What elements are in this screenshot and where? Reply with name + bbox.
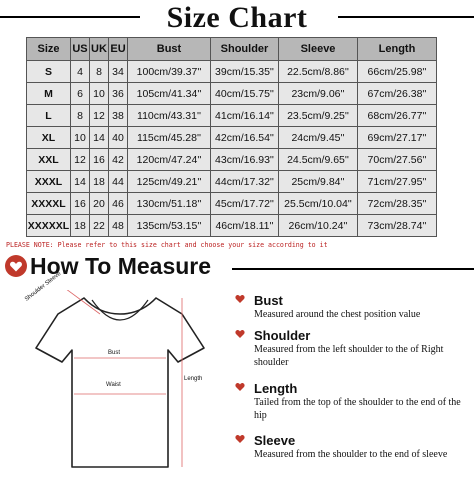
cell-bust: 110cm/43.31'' xyxy=(128,105,211,127)
table-row xyxy=(27,127,437,149)
cell-shoulder: 42cm/16.54'' xyxy=(211,127,279,149)
cell-us: 8 xyxy=(71,105,90,127)
heart-icon xyxy=(235,329,245,339)
cell-bust: 100cm/39.37'' xyxy=(128,61,211,83)
cell-bust: 105cm/41.34'' xyxy=(128,83,211,105)
cell-sleeve: 24.5cm/9.65'' xyxy=(279,149,358,171)
cell-sleeve: 26cm/10.24'' xyxy=(279,215,358,237)
cell-size: M xyxy=(27,83,71,105)
cell-us: 4 xyxy=(71,61,90,83)
cell-uk: 8 xyxy=(90,61,109,83)
measure-desc: Measured from the shoulder to the end of sleeve xyxy=(254,449,448,460)
cell-eu: 34 xyxy=(109,61,128,83)
cell-uk: 16 xyxy=(90,149,109,171)
cell-shoulder: 45cm/17.72'' xyxy=(211,193,279,215)
cell-size: XXXXXL xyxy=(27,215,71,237)
diagram-label-length: Length xyxy=(184,376,203,382)
cell-size: XXXXL xyxy=(27,193,71,215)
diagram-label-waist: Waist xyxy=(106,382,121,388)
cell-uk: 14 xyxy=(90,127,109,149)
table-row xyxy=(27,171,437,193)
cell-us: 12 xyxy=(71,149,90,171)
cell-us: 16 xyxy=(71,193,90,215)
cell-length: 70cm/27.56'' xyxy=(358,149,437,171)
how-to-measure-heading: How To Measure xyxy=(30,253,212,279)
cell-length: 73cm/28.74'' xyxy=(358,215,437,237)
cell-sleeve: 23.5cm/9.25'' xyxy=(279,105,358,127)
measure-title: Bust xyxy=(254,293,283,308)
heart-icon xyxy=(235,294,245,304)
col-header-shoulder: Shoulder xyxy=(211,38,279,61)
cell-shoulder: 39cm/15.35'' xyxy=(211,61,279,83)
diagram-label-shoulder-sleeve: Shoulder Sleeve xyxy=(24,270,63,303)
cell-bust: 120cm/47.24'' xyxy=(128,149,211,171)
cell-eu: 38 xyxy=(109,105,128,127)
tshirt-diagram xyxy=(14,290,234,475)
heart-icon xyxy=(235,382,245,392)
measure-length xyxy=(240,381,470,425)
cell-length: 68cm/26.77'' xyxy=(358,105,437,127)
cell-us: 6 xyxy=(71,83,90,105)
cell-sleeve: 23cm/9.06'' xyxy=(279,83,358,105)
cell-length: 69cm/27.17'' xyxy=(358,127,437,149)
cell-shoulder: 44cm/17.32'' xyxy=(211,171,279,193)
measure-desc: Measured from the left shoulder to the of Right shoulder xyxy=(254,344,444,368)
cell-eu: 48 xyxy=(109,215,128,237)
cell-eu: 40 xyxy=(109,127,128,149)
how-to-rule xyxy=(232,268,474,270)
title-rule-right xyxy=(338,16,474,18)
size-note: PLEASE NOTE: Please refer to this size chart and choose your size according to it xyxy=(6,241,328,249)
table-row xyxy=(27,83,437,105)
col-header-sleeve: Sleeve xyxy=(279,38,358,61)
diagram-label-bust: Bust xyxy=(108,350,121,356)
cell-uk: 18 xyxy=(90,171,109,193)
cell-length: 71cm/27.95'' xyxy=(358,171,437,193)
cell-eu: 46 xyxy=(109,193,128,215)
measure-title: Length xyxy=(254,381,298,396)
table-row xyxy=(27,149,437,171)
cell-us: 10 xyxy=(71,127,90,149)
measure-sleeve xyxy=(240,433,470,477)
cell-bust: 130cm/51.18'' xyxy=(128,193,211,215)
col-header-uk: UK xyxy=(90,38,109,61)
measure-title: Sleeve xyxy=(254,433,296,448)
heart-icon xyxy=(235,434,245,444)
cell-us: 14 xyxy=(71,171,90,193)
cell-eu: 36 xyxy=(109,83,128,105)
cell-shoulder: 46cm/18.11'' xyxy=(211,215,279,237)
cell-bust: 115cm/45.28'' xyxy=(128,127,211,149)
size-table xyxy=(26,37,437,237)
cell-bust: 125cm/49.21'' xyxy=(128,171,211,193)
table-row xyxy=(27,105,437,127)
cell-size: XL xyxy=(27,127,71,149)
cell-uk: 22 xyxy=(90,215,109,237)
measure-title: Shoulder xyxy=(254,328,311,343)
cell-size: XXXL xyxy=(27,171,71,193)
table-row xyxy=(27,193,437,215)
col-header-size: Size xyxy=(27,38,71,61)
cell-sleeve: 25.5cm/10.04'' xyxy=(279,193,358,215)
table-header-row xyxy=(27,38,437,61)
cell-sleeve: 22.5cm/8.86'' xyxy=(279,61,358,83)
table-row xyxy=(27,215,437,237)
cell-us: 18 xyxy=(71,215,90,237)
measure-desc: Measured around the chest position value xyxy=(254,309,421,320)
measure-desc: Tailed from the top of the shoulder to the end of the hip xyxy=(254,397,461,421)
cell-shoulder: 41cm/16.14'' xyxy=(211,105,279,127)
col-header-us: US xyxy=(71,38,90,61)
cell-size: S xyxy=(27,61,71,83)
cell-size: L xyxy=(27,105,71,127)
cell-shoulder: 40cm/15.75'' xyxy=(211,83,279,105)
cell-uk: 12 xyxy=(90,105,109,127)
page-title: Size Chart xyxy=(166,1,308,34)
cell-length: 66cm/25.98'' xyxy=(358,61,437,83)
cell-uk: 10 xyxy=(90,83,109,105)
col-header-eu: EU xyxy=(109,38,128,61)
cell-uk: 20 xyxy=(90,193,109,215)
cell-size: XXL xyxy=(27,149,71,171)
table-row xyxy=(27,61,437,83)
col-header-length: Length xyxy=(358,38,437,61)
cell-shoulder: 43cm/16.93'' xyxy=(211,149,279,171)
cell-sleeve: 25cm/9.84'' xyxy=(279,171,358,193)
cell-length: 72cm/28.35'' xyxy=(358,193,437,215)
cell-eu: 44 xyxy=(109,171,128,193)
cell-eu: 42 xyxy=(109,149,128,171)
cell-bust: 135cm/53.15'' xyxy=(128,215,211,237)
measure-shoulder xyxy=(240,328,470,372)
cell-sleeve: 24cm/9.45'' xyxy=(279,127,358,149)
heart-badge-icon xyxy=(4,254,28,278)
col-header-bust: Bust xyxy=(128,38,211,61)
measure-bust xyxy=(240,293,470,323)
cell-length: 67cm/26.38'' xyxy=(358,83,437,105)
